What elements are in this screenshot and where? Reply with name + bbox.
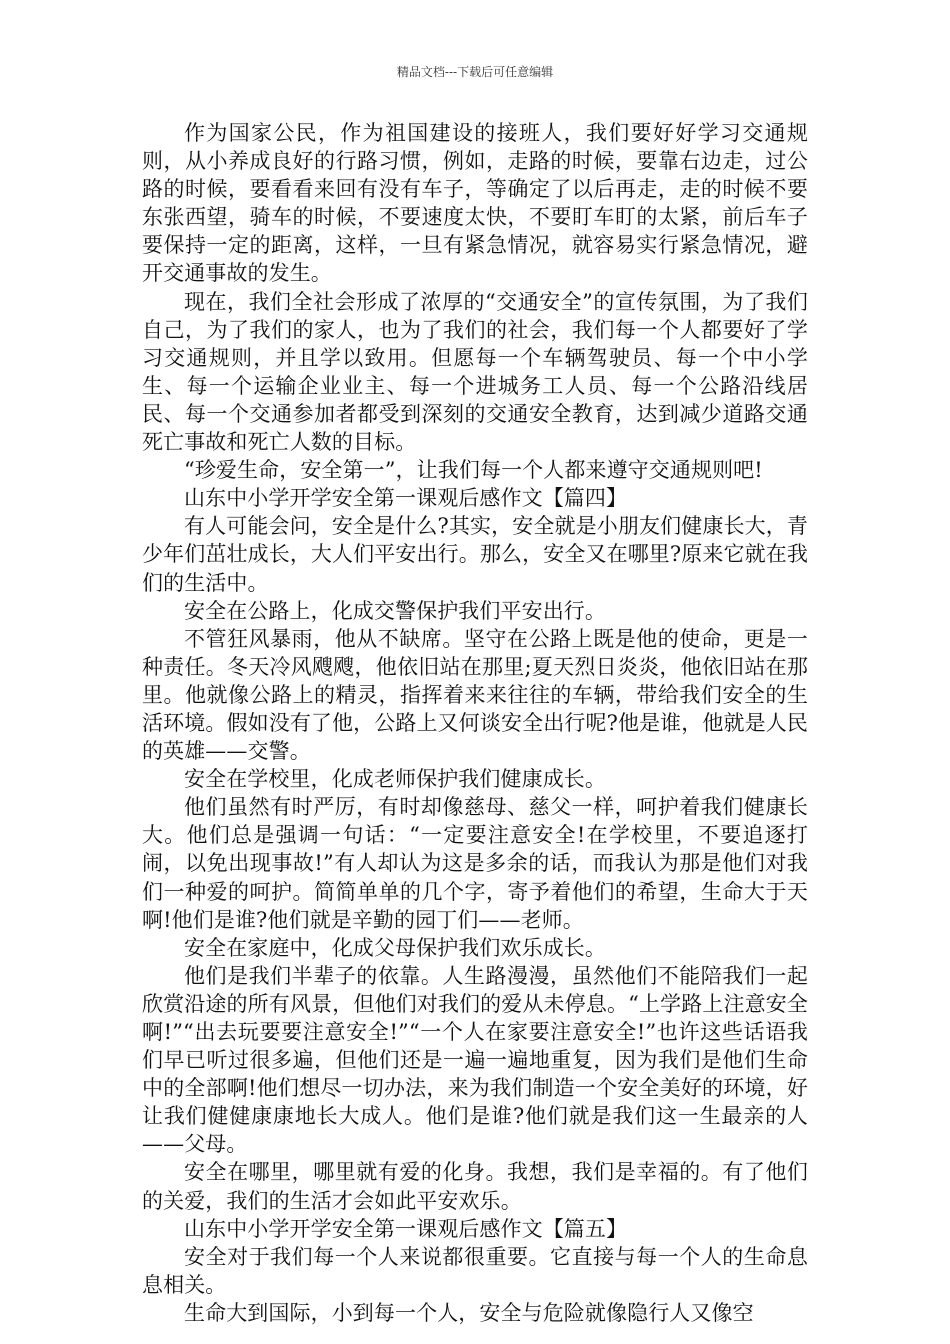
paragraph-teachers: 他们虽然有时严厉，有时却像慈母、慈父一样，呵护着我们健康长大。他们总是强调一句话：“一定要注意安全!在学校里，不要追逐打闹，以免出现事故!”有人却认为这是多余的话，而我认为那是他们对我们一种爱的呵护。简简单单的几个字，寄予着他们的希望，生命大于天啊!他们是谁?他们就是辛勤的园丁们——老师。 <box>142 795 808 932</box>
paragraph-love-and-safety: 安全在哪里，哪里就有爱的化身。我想，我们是幸福的。有了他们的关爱，我们的生活才会如此平安欢乐。 <box>142 1160 808 1213</box>
paragraph-traffic-police: 不管狂风暴雨，他从不缺席。坚守在公路上既是他的使命，更是一种责任。冬天冷风飕飕，他依旧站在那里;夏天烈日炎炎，他依旧站在那里。他就像公路上的精灵，指挥着来来往往的车辆，带给我们安全的生活环境。假如没有了他，公路上又何谈安全出行呢?他是谁，他就是人民的英雄——交警。 <box>142 626 808 764</box>
paragraph-life-and-danger: 生命大到国际，小到每一个人，安全与危险就像隐行人又像空 <box>184 1300 754 1325</box>
page-header: 精品文档---下载后可任意编辑 <box>396 65 554 79</box>
paragraph-traffic-rules: 作为国家公民，作为祖国建设的接班人，我们要好好学习交通规则，从小养成良好的行路习惯，例如，走路的时候，要靠右边走，过公路的时候，要看看来回有没有车子，等确定了以后再走，走的时候不要东张西望，骑车的时候，不要速度太快，不要盯车盯的太紧，前后车子要保持一定的距离，这样，一旦有紧急情况，就容易实行紧急情况，避开交通事故的发生。 <box>142 121 808 286</box>
paragraph-traffic-safety-atmosphere: 现在，我们全社会形成了浓厚的“交通安全”的宣传氛围，为了我们自己，为了我们的家人，也为了我们的社会，我们每一个人都要好了学习交通规则，并且学以致用。但愿每一个车辆驾驶员、每一个中小学生、每一个运输企业业主、每一个进城务工人员、每一个公路沿线居民、每一个交通参加者都受到深刻的交通安全教育，达到减少道路交通死亡事故和死亡人数的目标。 <box>142 289 808 455</box>
paragraph-safety-at-home: 安全在家庭中，化成父母保护我们欢乐成长。 <box>184 935 606 960</box>
paragraph-safety-at-school: 安全在学校里，化成老师保护我们健康成长。 <box>184 767 606 792</box>
document-body <box>142 119 808 1327</box>
paragraph-cherish-life: “珍爱生命，安全第一”，让我们每一个人都来遵守交通规则吧! <box>184 458 763 483</box>
paragraph-what-is-safety: 有人可能会问，安全是什么?其实，安全就是小朋友们健康长大，青少年们茁壮成长，大人们平安出行。那么，安全又在哪里?原来它就在我们的生活中。 <box>142 514 808 595</box>
paragraph-safety-importance: 安全对于我们每一个人来说都很重要。它直接与每一个人的生命息息相关。 <box>142 1244 808 1297</box>
paragraph-safety-on-road: 安全在公路上，化成交警保护我们平安出行。 <box>184 598 606 623</box>
paragraph-parents: 他们是我们半辈子的依靠。人生路漫漫，虽然他们不能陪我们一起欣赏沿途的所有风景，但他们对我们的爱从未停息。“上学路上注意安全啊!”“出去玩要要注意安全!”“一个人在家要注意安全!”也许这些话语我们早已听过很多遍，但他们还是一遍一遍地重复，因为我们是他们生命中的全部啊!他们想尽一切办法，来为我们制造一个安全美好的环境，好让我们健健康康地长大成人。他们是谁?他们就是我们这一生最亲的人——父母。 <box>142 963 808 1157</box>
section-heading-part-five: 山东中小学开学安全第一课观后感作文【篇五】 <box>184 1216 628 1241</box>
section-heading-part-four: 山东中小学开学安全第一课观后感作文【篇四】 <box>184 486 628 511</box>
